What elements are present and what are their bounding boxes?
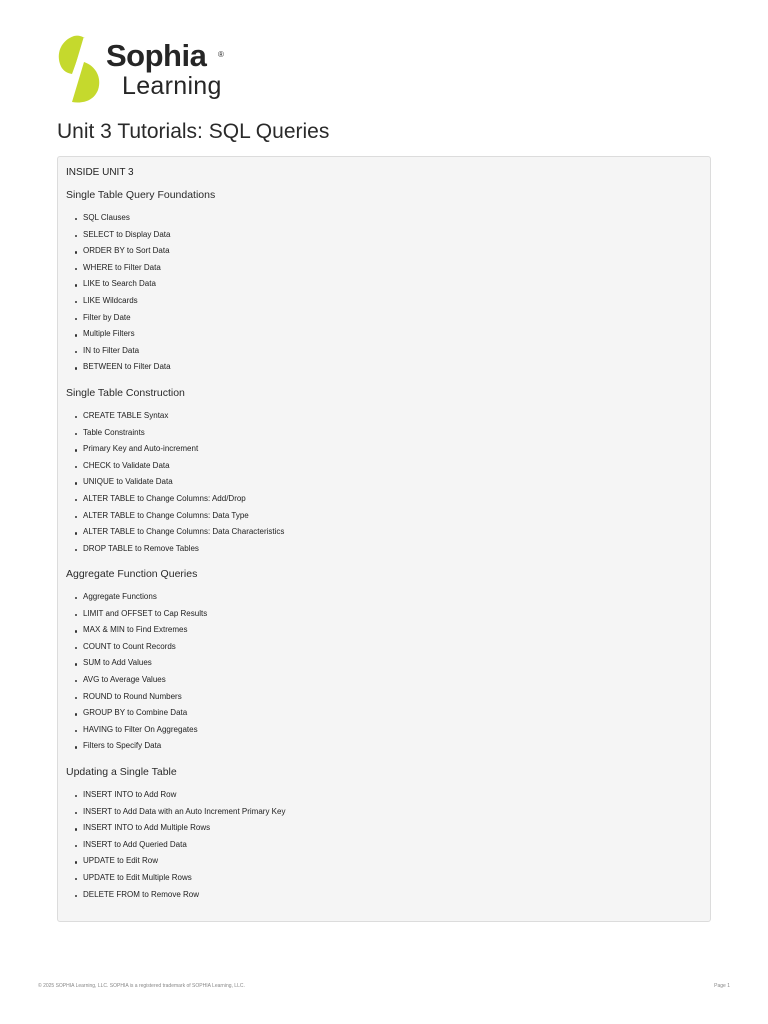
list-item: SELECT to Display Data [66,227,702,244]
list-item: SQL Clauses [66,210,702,227]
list-item: INSERT to Add Queried Data [66,837,702,854]
list-item: LIKE to Search Data [66,276,702,293]
list-item: LIKE Wildcards [66,293,702,310]
tutorial-list [66,589,702,755]
list-item: UPDATE to Edit Multiple Rows [66,870,702,887]
section-title: Updating a Single Table [66,766,177,778]
list-item: ALTER TABLE to Change Columns: Data Type [66,508,702,525]
page-title: Unit 3 Tutorials: SQL Queries [57,120,330,143]
list-item: Filter by Date [66,310,702,327]
list-item: INSERT to Add Data with an Auto Increment Primary Key [66,804,702,821]
sophia-logo [54,34,234,106]
list-item: WHERE to Filter Data [66,260,702,277]
list-item: SUM to Add Values [66,655,702,672]
list-item: Aggregate Functions [66,589,702,606]
list-item: DROP TABLE to Remove Tables [66,541,702,558]
list-item: ORDER BY to Sort Data [66,243,702,260]
section-title: Single Table Query Foundations [66,189,216,201]
list-item: COUNT to Count Records [66,639,702,656]
footer-copyright: © 2025 SOPHIA Learning, LLC. SOPHIA is a registered trademark of SOPHIA Learning, LLC. [38,983,245,989]
sophia-logo-mark-icon [54,34,104,104]
tutorial-list [66,408,702,557]
list-item: UPDATE to Edit Row [66,853,702,870]
unit-contents-box [57,156,711,922]
list-item: Filters to Specify Data [66,738,702,755]
logo-wordmark-sophia: Sophia [106,38,207,73]
list-item: GROUP BY to Combine Data [66,705,702,722]
section-2 [66,563,702,755]
list-item: Multiple Filters [66,326,702,343]
logo-wordmark-learning: Learning [122,72,222,100]
list-item: AVG to Average Values [66,672,702,689]
section-1 [66,382,702,557]
tutorial-list [66,210,702,376]
list-item: HAVING to Filter On Aggregates [66,722,702,739]
list-item: DELETE FROM to Remove Row [66,887,702,904]
list-item: Primary Key and Auto-increment [66,441,702,458]
list-item: LIMIT and OFFSET to Cap Results [66,606,702,623]
list-item: CHECK to Validate Data [66,458,702,475]
list-item: MAX & MIN to Find Extremes [66,622,702,639]
list-item: ALTER TABLE to Change Columns: Data Characteristics [66,524,702,541]
tutorial-list [66,787,702,903]
list-item: BETWEEN to Filter Data [66,359,702,376]
registered-mark: ® [218,50,224,59]
list-item: Table Constraints [66,425,702,442]
section-0 [66,184,702,376]
list-item: UNIQUE to Validate Data [66,474,702,491]
list-item: INSERT INTO to Add Row [66,787,702,804]
footer-page-number: Page 1 [714,983,730,989]
section-title: Aggregate Function Queries [66,568,198,580]
box-heading: INSIDE UNIT 3 [66,167,134,178]
list-item: INSERT INTO to Add Multiple Rows [66,820,702,837]
list-item: IN to Filter Data [66,343,702,360]
section-3 [66,761,702,903]
list-item: CREATE TABLE Syntax [66,408,702,425]
list-item: ALTER TABLE to Change Columns: Add/Drop [66,491,702,508]
list-item: ROUND to Round Numbers [66,689,702,706]
section-title: Single Table Construction [66,387,185,399]
